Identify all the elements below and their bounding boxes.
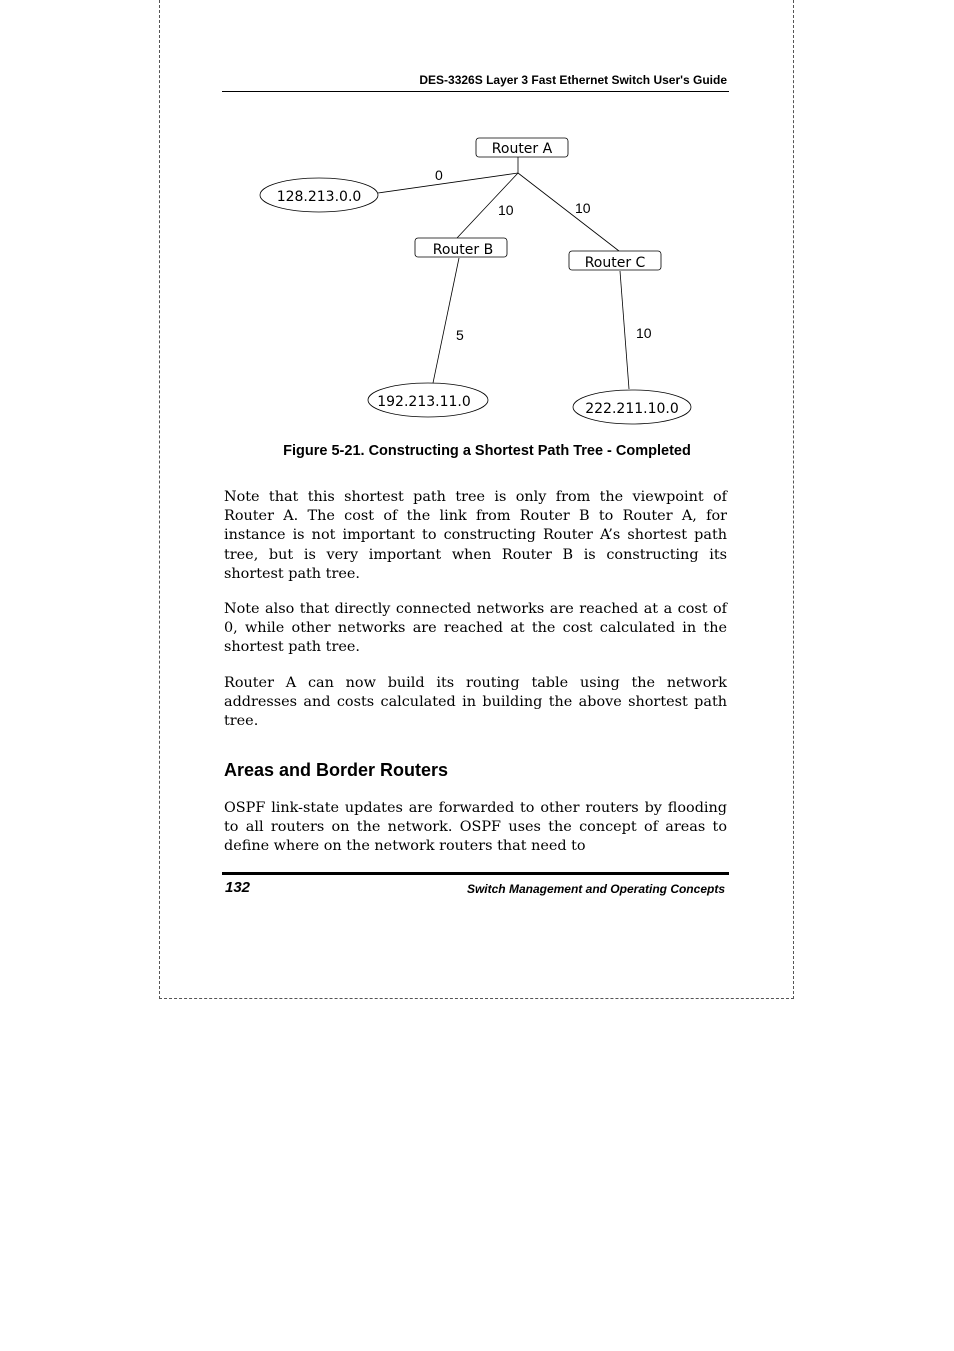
network-1-node — [260, 178, 378, 212]
router-a-label: Router A — [491, 141, 553, 157]
edge-router-b-network-2 — [433, 258, 459, 383]
network-3-label: 222.211.10.0 — [585, 401, 679, 417]
footer-rule — [222, 872, 729, 875]
cost-router-a-router-c: 10 — [575, 200, 591, 216]
router-c-label: Router C — [584, 255, 646, 271]
paragraph-2: Note also that directly connected networks are reached at a cost of 0, while other networks are reached at the cost calculated in the shortest path tree. — [224, 601, 727, 656]
section-title: Areas and Border Routers — [224, 760, 449, 780]
paragraph-3: Router A can now build its routing table using the network addresses and costs calculated in building the above shortest path tree. — [224, 675, 727, 730]
running-footer: Switch Management and Operating Concepts — [466, 882, 725, 896]
network-1-label: 128.213.0.0 — [276, 189, 362, 205]
router-c-node — [569, 251, 661, 271]
edge-router-a-network-1 — [378, 173, 518, 193]
shortest-path-tree-diagram — [222, 130, 722, 430]
router-b-node — [415, 238, 507, 258]
router-a-node — [476, 138, 568, 157]
cost-router-a-network-1: 0 — [435, 167, 443, 183]
paragraph-1: Note that this shortest path tree is only from the viewpoint of Router A. The cost of the link from Router B to Router A, for instance is not important to constructing Router A’s shortest path tree, but is very important when Router B is constructing its shortest path tree. — [224, 489, 727, 582]
edge-router-a-router-c — [518, 173, 619, 251]
cost-router-c-network-3: 10 — [636, 325, 652, 341]
network-2-label: 192.213.11.0 — [377, 394, 471, 410]
network-2-node — [368, 383, 488, 417]
header-rule — [222, 91, 729, 92]
figure-caption: Figure 5-21. Constructing a Shortest Path Tree - Completed — [283, 443, 691, 459]
page-number: 132 — [225, 879, 251, 896]
cost-router-b-network-2: 5 — [456, 327, 464, 343]
page-frame-top — [159, 0, 794, 1]
router-b-label: Router B — [432, 242, 494, 258]
edge-router-c-network-3 — [620, 271, 629, 389]
network-3-node — [573, 390, 691, 424]
cost-router-a-router-b: 10 — [498, 202, 514, 218]
running-header: DES-3326S Layer 3 Fast Ethernet Switch User's Guide — [419, 73, 727, 87]
paragraph-4: OSPF link-state updates are forwarded to other routers by flooding to all routers on the network. OSPF uses the concept of areas to define where on the network routers that need to — [224, 800, 727, 855]
